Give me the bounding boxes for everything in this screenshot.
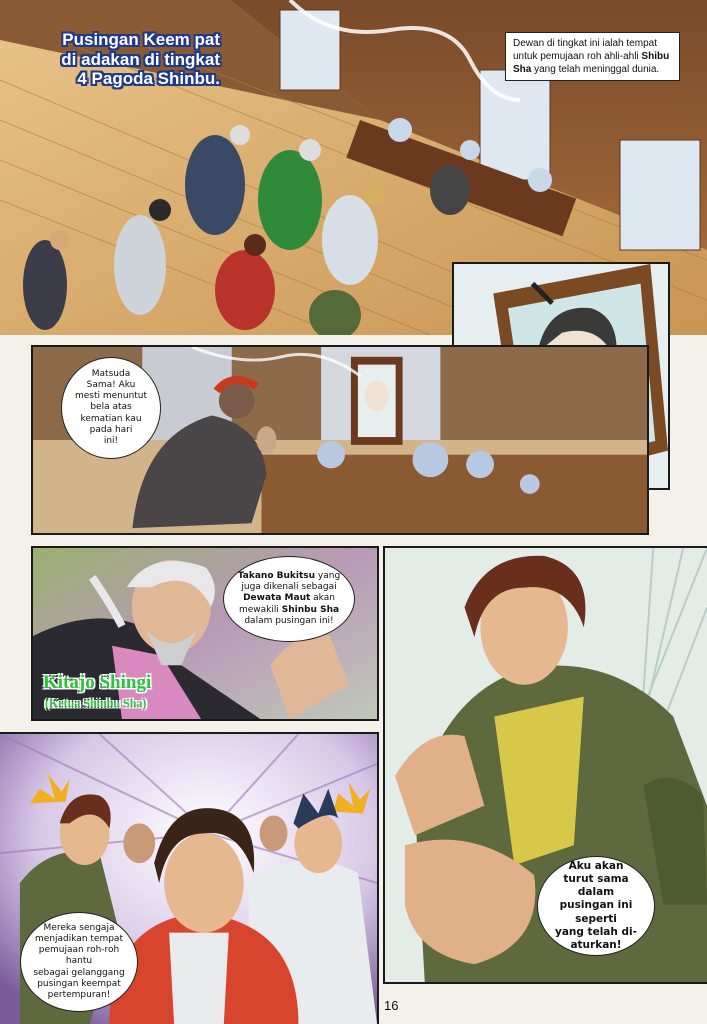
panel-kitajo-shingi: [31, 546, 379, 721]
narration-bold: Shibu Sha: [513, 51, 670, 75]
takano-name: Takano Bukitsu: [237, 570, 316, 581]
page-number: 16: [384, 998, 399, 1013]
takano-text-2: akan mewakili: [238, 593, 335, 615]
narration-text-1: Dewan di tingkat ini ialah tempat untuk pemujaan roh ahli-ahli: [513, 38, 657, 62]
character-title-tag: (Ketua Shinbu Sha): [45, 696, 147, 710]
character-name-tag: Kitajo Shingi: [43, 672, 152, 693]
takano-alias: Dewata Maut: [243, 593, 311, 604]
narration-box: [505, 32, 680, 81]
takano-club: Shinbu Sha: [281, 604, 340, 615]
speech-bubble-aku: Aku akan turut sama dalam pusingan ini seperti yang telah di- aturkan!: [537, 856, 655, 956]
speech-bubble-mereka: Mereka sengaja menjadikan tempat pemujaan roh-roh hantu sebagai gelanggang pusingan keempat pertempuran!: [20, 912, 138, 1012]
takano-text-1: yang juga dikenali sebagai: [241, 570, 341, 593]
chapter-caption: [40, 30, 220, 89]
speech-bubble-takano: [223, 556, 355, 642]
caption-line-3: 4 Pagoda Shinbu.: [77, 69, 220, 89]
panel-mourner: [31, 345, 649, 535]
speech-bubble-matsuda: Matsuda Sama! Aku mesti menuntut bela atas kematian kau pada hari ini!: [61, 357, 161, 459]
panel-group-charge: [0, 732, 379, 1024]
takano-text-3: dalam pusingan ini!: [244, 615, 334, 626]
caption-line-2: di adakan di tingkat: [61, 49, 220, 69]
panel-young-fighter: [383, 546, 707, 984]
narration-text-2: yang telah meninggal dunia.: [531, 64, 660, 75]
caption-line-1: Pusingan Keem pat: [62, 30, 220, 49]
